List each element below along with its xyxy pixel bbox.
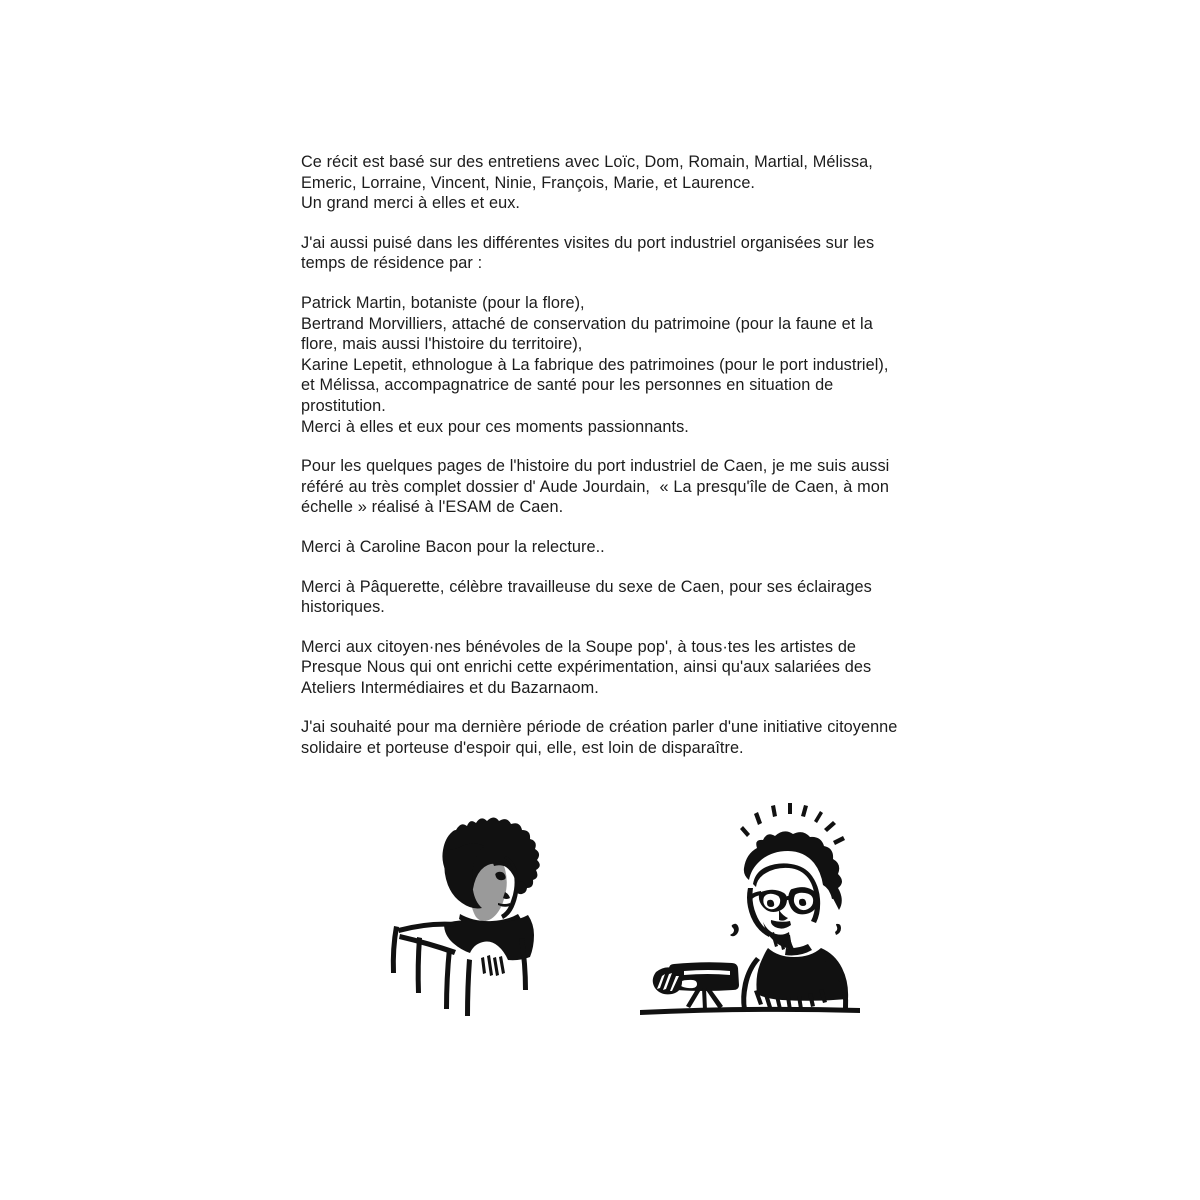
- chair-seat-edge: [399, 934, 456, 955]
- text-line: flore, mais aussi l'histoire du territoire),: [301, 335, 583, 354]
- paragraph-guides-list: [301, 293, 966, 437]
- text-line: Ce récit est basé sur des entretiens avec Loïc, Dom, Romain, Martial, Mélissa,: [301, 153, 873, 171]
- text-line: Karine Lepetit, ethnologue à La fabrique des patrimoines (pour le port industriel),: [301, 355, 889, 374]
- text-line: historiques.: [301, 598, 385, 617]
- text-line: Ateliers Intermédiaires et du Bazarnaom.: [301, 678, 599, 697]
- paragraph-closing-wish: [301, 717, 966, 758]
- chair-leg-left: [416, 937, 422, 993]
- text-line: Merci aux citoyen·nes bénévoles de la Soupe pop', à tous·tes les artistes de: [301, 637, 857, 656]
- sweat-drop-right: [835, 924, 841, 935]
- paragraph-port-visits: [301, 233, 966, 274]
- seated-person-ink: [391, 818, 540, 1017]
- text-line: Merci à Caroline Bacon pour la relecture..: [301, 537, 605, 556]
- interviewer-ink: [640, 803, 860, 1015]
- ink-hatching: [481, 955, 505, 976]
- text-line: Bertrand Morvilliers, attaché de conservation du patrimoine (pour la faune et la: [301, 314, 873, 333]
- text-line: référé au très complet dossier d' Aude Jourdain, « La presqu'île de Caen, à mon: [301, 477, 889, 496]
- chair-left-upright: [391, 926, 399, 973]
- text-line: Pour les quelques pages de l'histoire du port industriel de Caen, je me suis aussi: [301, 457, 890, 476]
- chair-leg-center: [444, 948, 452, 1009]
- nose: [779, 910, 788, 921]
- person-with-glasses-illustration: [640, 796, 875, 1026]
- text-line: temps de résidence par :: [301, 254, 483, 273]
- paragraph-interviews: [301, 152, 966, 214]
- paragraph-proofreading: [301, 537, 966, 558]
- torso: [756, 948, 848, 1001]
- table-edge: [640, 1007, 860, 1015]
- text-line: prostitution.: [301, 396, 386, 415]
- seated-person-illustration: [386, 810, 556, 1025]
- text-line: échelle » réalisé à l'ESAM de Caen.: [301, 498, 564, 517]
- text-line: Un grand merci à elles et eux.: [301, 194, 520, 213]
- text-line: Merci à Pâquerette, célèbre travailleuse du sexe de Caen, pour ses éclairages: [301, 577, 872, 596]
- paragraph-aude-jourdain-source: [301, 456, 966, 518]
- text-line: J'ai souhaité pour ma dernière période de création parler d'une initiative citoyenne: [301, 718, 898, 737]
- paragraph-paquerette: [301, 577, 966, 618]
- text-line: et Mélissa, accompagnatrice de santé pour les personnes en situation de: [301, 376, 834, 395]
- text-line: solidaire et porteuse d'espoir qui, elle, est loin de disparaître.: [301, 739, 744, 758]
- text-line: J'ai aussi puisé dans les différentes visites du port industriel organisées sur les: [301, 233, 875, 252]
- text-line: Merci à elles et eux pour ces moments passionnants.: [301, 417, 689, 436]
- open-mouth: [771, 920, 791, 929]
- sweat-drop-left: [730, 924, 739, 937]
- illustration-row: [0, 790, 1200, 1050]
- paragraph-volunteers: [301, 637, 966, 699]
- text-line: Patrick Martin, botaniste (pour la flore),: [301, 293, 585, 312]
- acknowledgements-text: [301, 152, 966, 759]
- text-line: Presque Nous qui ont enrichi cette expérimentation, ainsi qu'aux salariées des: [301, 658, 872, 677]
- text-line: Emeric, Lorraine, Vincent, Ninie, François, Marie, et Laurence.: [301, 173, 755, 192]
- glasses-icon: [750, 887, 818, 914]
- chair-leg-right: [465, 959, 472, 1016]
